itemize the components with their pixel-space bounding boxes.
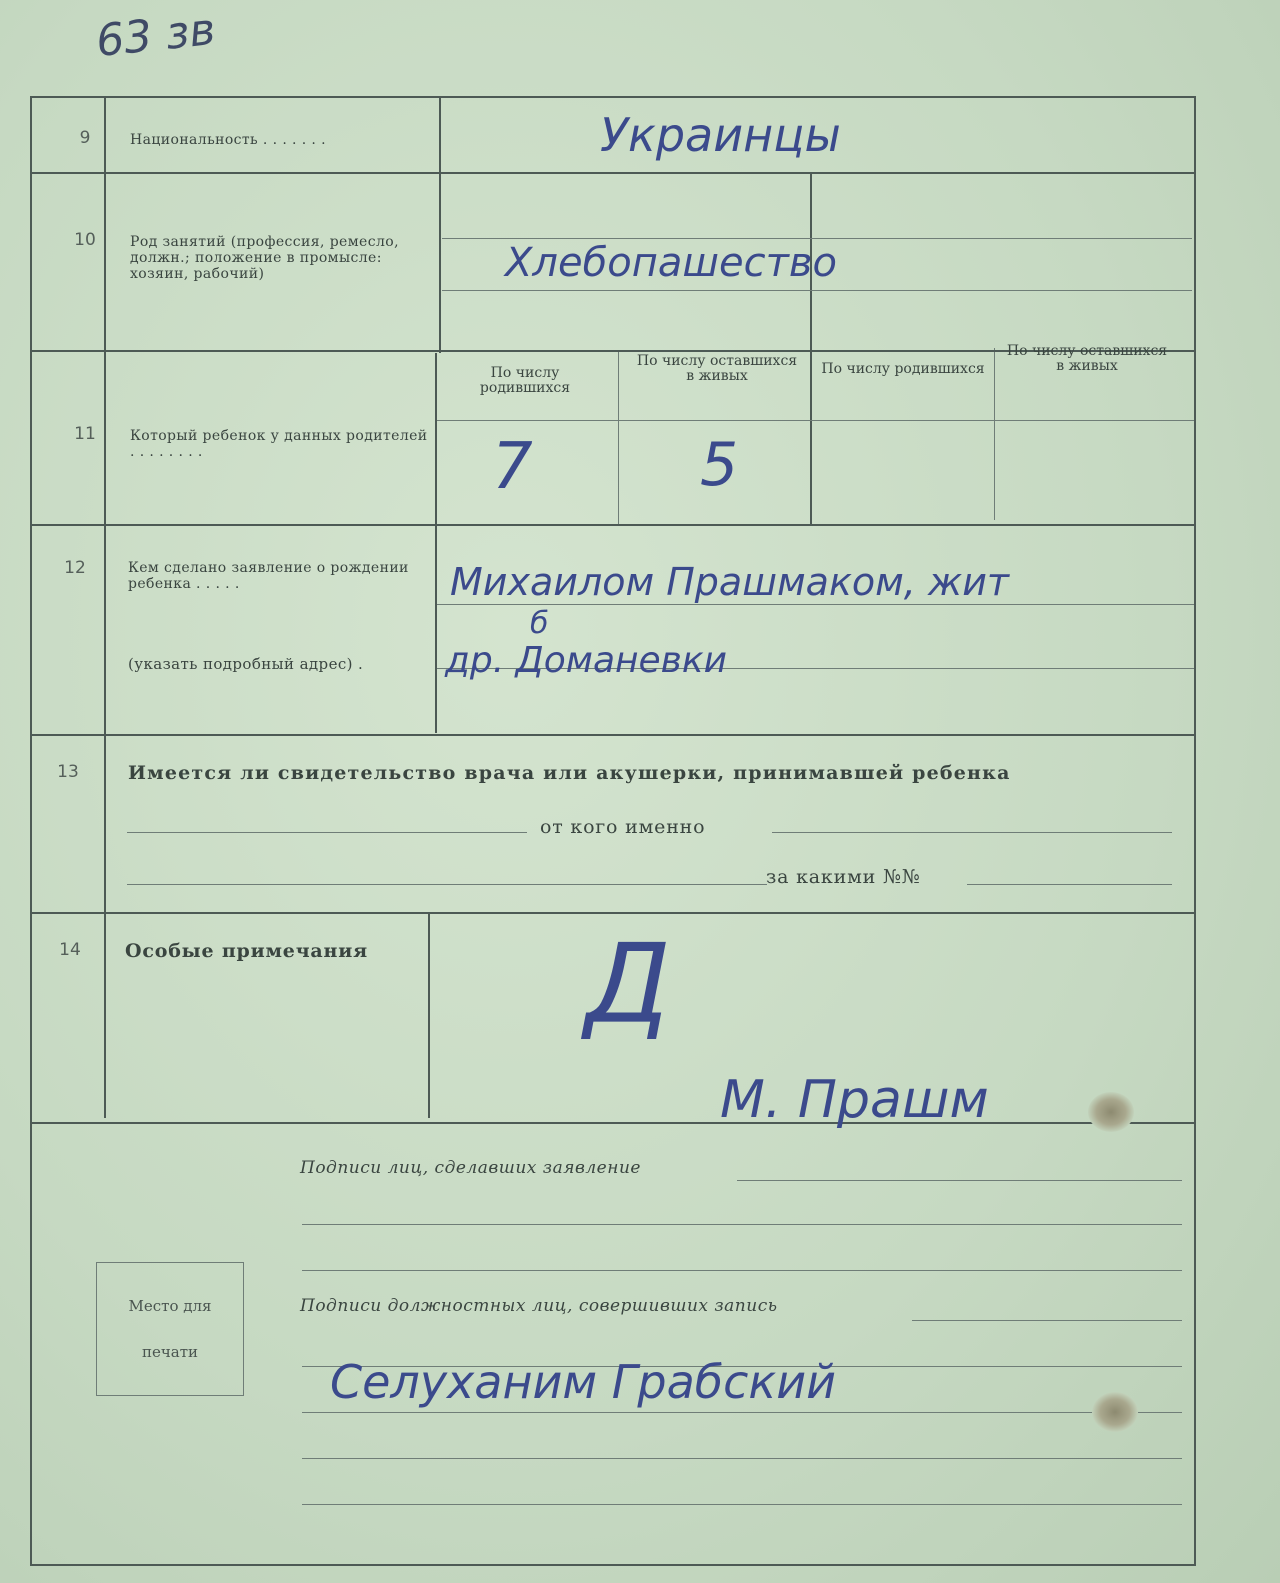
stamp-label-line1: Место для — [128, 1297, 212, 1315]
value-column-divider — [810, 172, 812, 524]
stamp-area — [96, 1262, 244, 1396]
declarant-value: Михаилом Прашмаком, жит — [450, 560, 1010, 604]
alive-count-header-2: По числу оставшихся в живых — [1006, 343, 1168, 374]
row-number: 11 — [74, 424, 96, 444]
declarant-address-value: др. Доманевки — [445, 640, 728, 681]
row-number: 14 — [59, 940, 81, 960]
signature-line — [302, 1270, 1182, 1271]
signature-line — [302, 1224, 1182, 1225]
address-label: (указать подробный адрес) . — [128, 655, 364, 673]
row-separator — [32, 524, 1194, 526]
signature-line — [912, 1320, 1182, 1321]
row-number: 10 — [74, 230, 96, 250]
row-number: 13 — [57, 762, 79, 782]
writing-line — [437, 604, 1194, 605]
writing-line — [127, 884, 767, 885]
alive-count-value: 5 — [700, 430, 739, 500]
numbers-label: за какими №№ — [766, 866, 921, 888]
child-order-label: Который ребенок у данных родителей . . . . . . . . — [130, 428, 428, 460]
alive-count-header: По числу оставшихся в живых — [636, 353, 798, 384]
born-count-value: 7 — [492, 430, 533, 504]
occupation-value: Хлебопашество — [505, 240, 837, 286]
signature-line — [737, 1180, 1182, 1181]
row-separator — [32, 912, 1194, 914]
applicants-signature-label: Подписи лиц, сделавших заявление — [300, 1158, 641, 1178]
writing-line — [442, 290, 1192, 291]
binding-hole — [1088, 1092, 1134, 1132]
row-separator — [32, 172, 1194, 174]
official-signature: Селуханим Грабский — [330, 1355, 836, 1409]
signature-line — [302, 1412, 1182, 1413]
count-column-divider — [994, 348, 995, 520]
writing-line — [772, 832, 1172, 833]
count-column-divider — [618, 352, 619, 524]
writing-line — [967, 884, 1172, 885]
binding-hole — [1092, 1392, 1138, 1432]
declarant-signature: М. Прашм — [720, 1070, 989, 1130]
born-count-header-2: По числу родившихся — [821, 361, 985, 377]
signature-line — [302, 1458, 1182, 1459]
certificate-question: Имеется ли свидетельство врача или акушерки, принимавшей ребенка — [128, 762, 1011, 784]
signature-line — [302, 1504, 1182, 1505]
special-notes-mark: Д — [585, 920, 671, 1048]
label-column-divider — [439, 98, 441, 353]
row-separator — [32, 734, 1194, 736]
row-number: 9 — [79, 128, 91, 148]
number-column-divider — [104, 98, 106, 1118]
writing-line — [127, 832, 527, 833]
occupation-label: Род занятий (профессия, ремесло, должн.; положение в промысле: хозяин, рабочий) — [130, 234, 399, 282]
special-notes-label: Особые примечания — [125, 940, 368, 962]
nationality-value: Украинцы — [600, 108, 841, 162]
declarant-insert: б — [530, 606, 549, 641]
stamp-label-line2: печати — [141, 1343, 199, 1361]
label-column-divider — [428, 913, 430, 1118]
officials-signature-label: Подписи должностных лиц, совершивших запись — [300, 1296, 778, 1316]
label-column-divider — [435, 353, 437, 733]
page-number: 63 зв — [93, 3, 218, 68]
born-count-header: По числу родившихся — [479, 365, 571, 396]
row-separator — [32, 1122, 1194, 1124]
nationality-label: Национальность . . . . . . . — [130, 132, 326, 148]
writing-line — [442, 238, 1192, 239]
declarant-label: Кем сделано заявление о рождении ребенка . . . . . — [128, 560, 409, 592]
from-whom-label: от кого именно — [540, 816, 706, 838]
row-number: 12 — [64, 558, 86, 578]
header-underline — [437, 420, 1194, 421]
